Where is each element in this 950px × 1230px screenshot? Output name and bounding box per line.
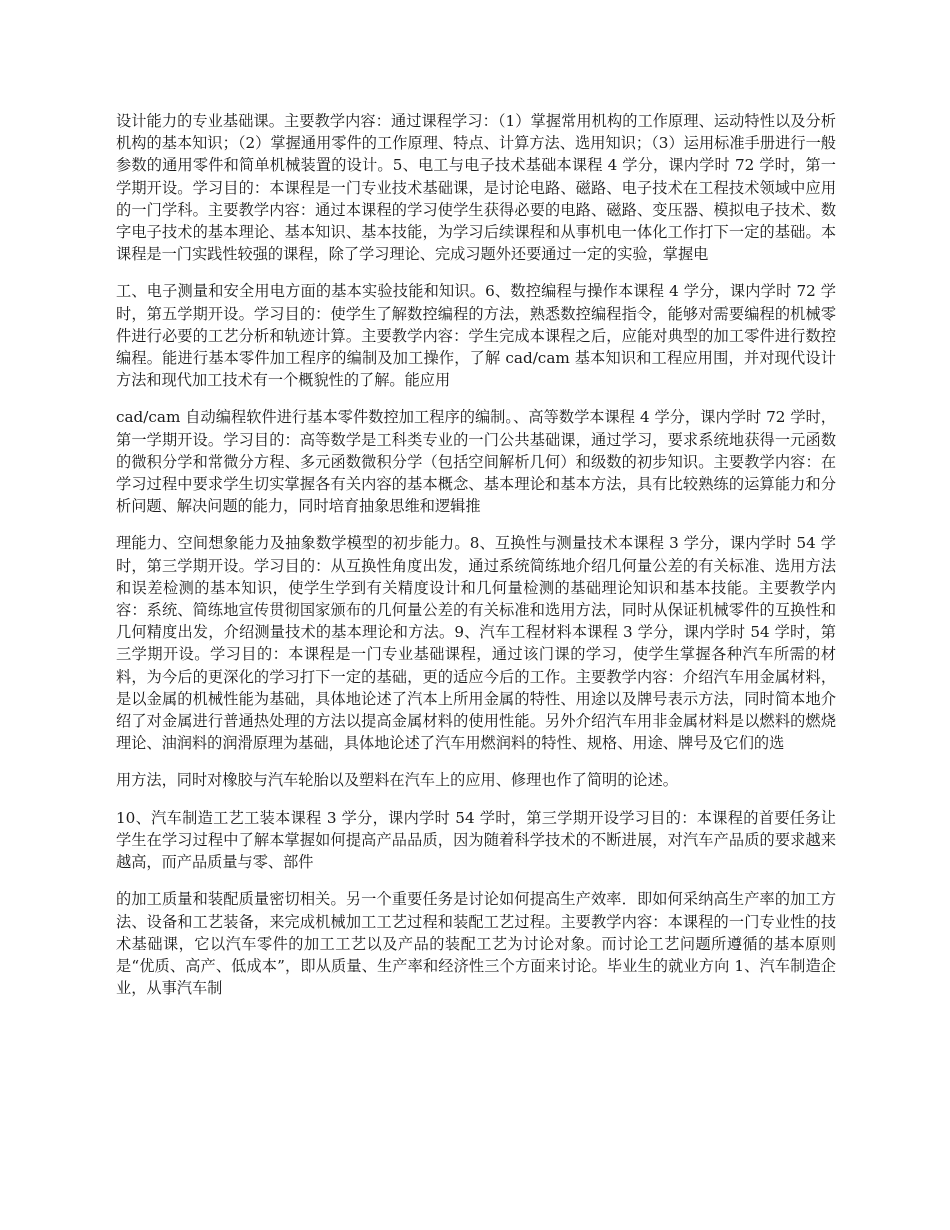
paragraph-2: 工、电子测量和安全用电方面的基本实验技能和知识。6、数控编程与操作本课程 4 学分，课内学时 72 学时，第五学期开设。学习目的：使学生了解数控编程的方法，熟悉数控编程指令，能够对需要编程的机械零件进行必要的工艺分析和轨迹计算。主要教学内容：学生完成本课程之后，应能对典型的加工零件进行数控编程。能进行基本零件加工程序的编制及加工操作，了解 cad/cam 基本知识和工程应用围，并对现代设计方法和现代加工技术有一个概貌性的了解。能应用 bbox=[116, 282, 836, 390]
paragraph-5: 用方法，同时对橡胶与汽车轮胎以及塑料在汽车上的应用、修理也作了简明的论述。 bbox=[116, 771, 678, 790]
paragraph-7: 的加工质量和装配质量密切相关。另一个重要任务是讨论如何提高生产效率．即如何采纳高生产率的加工方法、设备和工艺装备，来完成机械加工工艺过程和装配工艺过程。主要教学内容：本课程的一门专业性的技术基础课，它以汽车零件的加工工艺以及产品的装配工艺为讨论对象。而讨论工艺问题所遵循的基本原则是“优质、高产、低成本”，即从质量、生产率和经济性三个方面来讨论。毕业生的就业方向 1、汽车制造企业，从事汽车制 bbox=[116, 890, 836, 998]
paragraph-6: 10、汽车制造工艺工装本课程 3 学分，课内学时 54 学时，第三学期开设学习目的：本课程的首要任务让学生在学习过程中了解本掌握如何提高产品品质，因为随着科学技术的不断进展，对汽车产品质的要求越来越高，而产品质量与零、部件 bbox=[116, 808, 836, 872]
paragraph-4: 理能力、空间想象能力及抽象数学模型的初步能力。8、互换性与测量技术本课程 3 学分，课内学时 54 学时，第三学期开设。学习目的：从互换性角度出发，通过系统简练地介绍几何量公差的有关标准、选用方法和误差检测的基本知识，使学生学到有关精度设计和几何量检测的基础理论知识和基本技能。主要教学内容：系统、简练地宣传贯彻国家颁布的几何量公差的有关标准和选用方法，同时从保证机械零件的互换性和几何精度出发，介绍测量技术的基本理论和方法。9、汽车工程材料本课程 3 学分，课内学时 54 学时，第三学期开设。学习目的：本课程是一门专业基础课程，通过该门课的学习，使学生掌握各种汽车所需的材料，为今后的更深化的学习打下一定的基础，更的适应今后的工作。主要教学内容：介绍汽车用金属材料，是以金属的机械性能为基础，具体地论述了汽本上所用金属的特性、用途以及牌号表示方法，同时简本地介绍了对金属进行普通热处理的方法以提高金属材料的使用性能。另外介绍汽车用非金属材料是以燃料的燃烧理论、油润料的润滑原理为基础，具体地论述了汽车用燃润料的特性、规格、用途、牌号及它们的选 bbox=[116, 534, 836, 753]
paragraph-1: 设计能力的专业基础课。主要教学内容：通过课程学习：（1）掌握常用机构的工作原理、运动特性以及分析机构的基本知识；（2）掌握通用零件的工作原理、特点、计算方法、选用知识；（3）运用标准手册进行一般参数的通用零件和简单机械装置的设计。5、电工与电子技术基础本课程 4 学分，课内学时 72 学时，第一学期开设。学习目的：本课程是一门专业技术基础课，是讨论电路、磁路、电子技术在工程技术领域中应用的一门学科。主要教学内容：通过本课程的学习使学生获得必要的电路、磁路、变压器、模拟电子技术、数字电子技术的基本理论、基本知识、基本技能，为学习后续课程和从事机电一体化工作打下一定的基础。本课程是一门实践性较强的课程，除了学习理论、完成习题外还要通过一定的实验，掌握电 bbox=[116, 112, 836, 264]
paragraph-3: cad/cam 自动编程软件进行基本零件数控加工程序的编制。、高等数学本课程 4 学分，课内学时 72 学时，第一学期开设。学习目的：高等数学是工科类专业的一门公共基础课，通过学习，要求系统地获得一元函数的微积分学和常微分方程、多元函数微积分学（包括空间解析几何）和级数的初步知识。主要教学内容：在学习过程中要求学生切实掌握各有关内容的基本概念、基本理论和基本方法，具有比较熟练的运算能力和分析问题、解决问题的能力，同时培育抽象思维和逻辑推 bbox=[116, 408, 836, 516]
document-page bbox=[116, 110, 836, 1014]
